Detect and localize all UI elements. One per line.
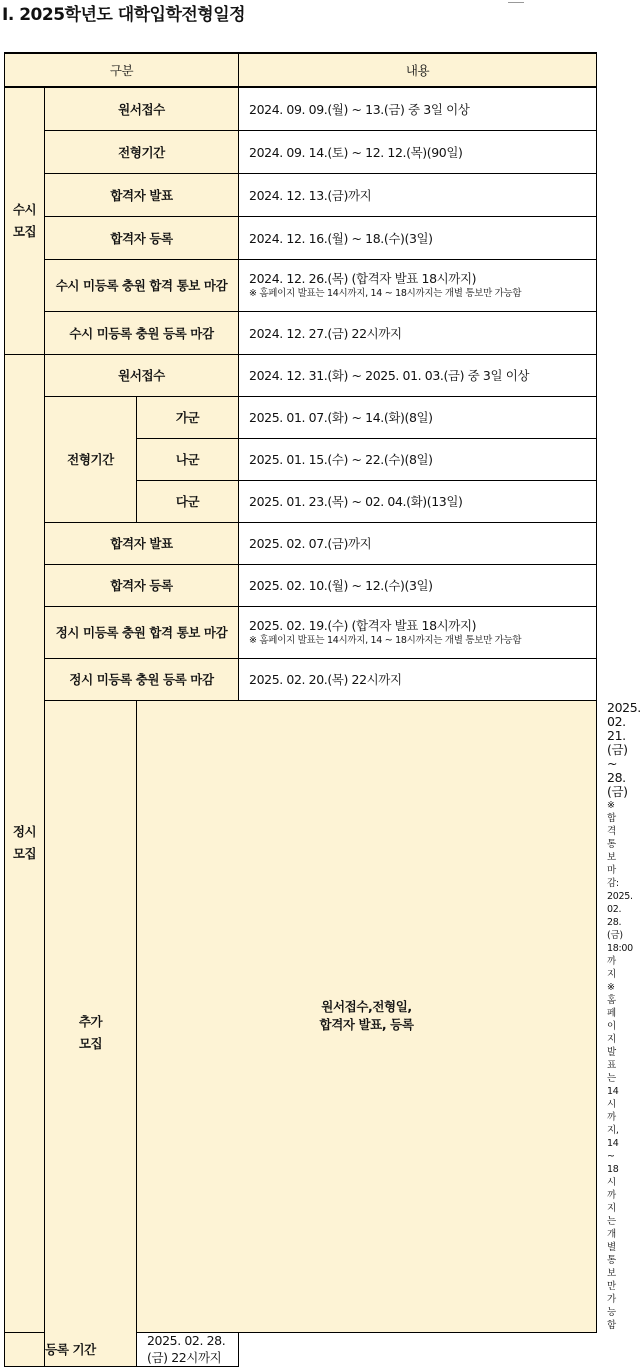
- row-content: 2024. 12. 16.(월) ~ 18.(수)(3일): [239, 216, 597, 259]
- row-content: 2025. 01. 07.(화) ~ 14.(화)(8일): [239, 396, 597, 438]
- row-content: 2025. 01. 15.(수) ~ 22.(수)(8일): [239, 438, 597, 480]
- row-label-period: 전형기간: [45, 396, 137, 522]
- row-label: 수시 미등록 충원 등록 마감: [45, 311, 239, 354]
- row-content-main: 2024. 12. 26.(목) (합격자 발표 18시까지): [249, 270, 477, 286]
- row-content: [239, 259, 597, 311]
- group-chuga: [45, 700, 137, 1366]
- row-label-line2: 합격자 발표, 등록: [319, 1017, 414, 1032]
- row-label: 원서접수: [45, 354, 239, 396]
- corner-mark-top: [508, 2, 524, 3]
- row-label: 정시 미등록 충원 합격 통보 마감: [45, 606, 239, 658]
- row-content: 2024. 12. 31.(화) ~ 2025. 01. 03.(금) 중 3일 이상: [239, 354, 597, 396]
- table-header-row: [5, 53, 597, 87]
- table-row: [5, 259, 597, 311]
- row-label: 합격자 등록: [45, 564, 239, 606]
- row-content: 2024. 12. 27.(금) 22시까지: [239, 311, 597, 354]
- table-row: [5, 522, 597, 564]
- row-content: 2024. 12. 13.(금)까지: [239, 173, 597, 216]
- row-label: [137, 700, 597, 1332]
- table-row: [5, 1332, 597, 1366]
- sub-label: 다군: [137, 480, 239, 522]
- group-susi-line2: 모집: [12, 223, 37, 239]
- table-row: [5, 130, 597, 173]
- admission-schedule-table: [4, 52, 641, 1367]
- row-label: 합격자 발표: [45, 522, 239, 564]
- group-jeongsi-line1: 정시: [12, 824, 37, 839]
- row-content: 2025. 02. 20.(목) 22시까지: [239, 658, 597, 700]
- row-content: [239, 606, 597, 658]
- row-label: 수시 미등록 충원 합격 통보 마감: [45, 259, 239, 311]
- row-label: 정시 미등록 충원 등록 마감: [45, 658, 239, 700]
- header-content: 내용: [239, 53, 597, 87]
- page-title: I. 2025학년도 대학입학전형일정: [2, 5, 246, 25]
- header-category: 구분: [5, 53, 239, 87]
- row-content-note: ※ 홈페이지 발표는 14시까지, 14 ~ 18시까지는 개별 통보만 가능함: [249, 287, 522, 299]
- group-chuga-line1: 추가: [78, 1014, 103, 1029]
- table-row: [5, 87, 597, 130]
- group-jeongsi: [5, 354, 45, 1332]
- table-row: [5, 606, 597, 658]
- group-chuga-line2: 모집: [78, 1036, 103, 1051]
- table-row: [5, 396, 597, 438]
- row-label: 합격자 발표: [45, 173, 239, 216]
- table-row: [5, 354, 597, 396]
- table-row: [5, 311, 597, 354]
- row-content-main: 2025. 02. 19.(수) (합격자 발표 18시까지): [249, 617, 477, 633]
- table-row: [5, 658, 597, 700]
- row-label: 합격자 등록: [45, 216, 239, 259]
- group-susi: [5, 87, 45, 354]
- row-content: 2025. 02. 07.(금)까지: [239, 522, 597, 564]
- table-row: [5, 216, 597, 259]
- group-susi-line1: 수시: [12, 201, 37, 217]
- row-content: 2025. 02. 10.(월) ~ 12.(수)(3일): [239, 564, 597, 606]
- sub-label: 나군: [137, 438, 239, 480]
- row-label: 원서접수: [45, 87, 239, 130]
- sub-label: 가군: [137, 396, 239, 438]
- table-row: 추가 모집 원서접수,전형일, 합격자 발표, 등록 2025. 02. 21.(금) ~ 28.(금) ※ 합격통보마감: 2025. 02. 28.(금) 18:00까지 ※ 홈페이지 발표는 14시까지, 14 ~ 18시까지는 개별 통보만 가능함: [5, 700, 597, 1332]
- table-row: [5, 173, 597, 216]
- row-label: 등록 기간: [5, 1332, 137, 1366]
- row-content: 2024. 09. 09.(월) ~ 13.(금) 중 3일 이상: [239, 87, 597, 130]
- row-content: 2024. 09. 14.(토) ~ 12. 12.(목)(90일): [239, 130, 597, 173]
- row-content: 2025. 02. 28.(금) 22시까지: [137, 1332, 239, 1366]
- row-label-line1: 원서접수,전형일,: [321, 999, 412, 1014]
- row-label: 전형기간: [45, 130, 239, 173]
- table-row: [5, 564, 597, 606]
- row-content-note: ※ 홈페이지 발표는 14시까지, 14 ~ 18시까지는 개별 통보만 가능함: [249, 634, 522, 646]
- row-content: 2025. 01. 23.(목) ~ 02. 04.(화)(13일): [239, 480, 597, 522]
- group-jeongsi-line2: 모집: [12, 846, 37, 861]
